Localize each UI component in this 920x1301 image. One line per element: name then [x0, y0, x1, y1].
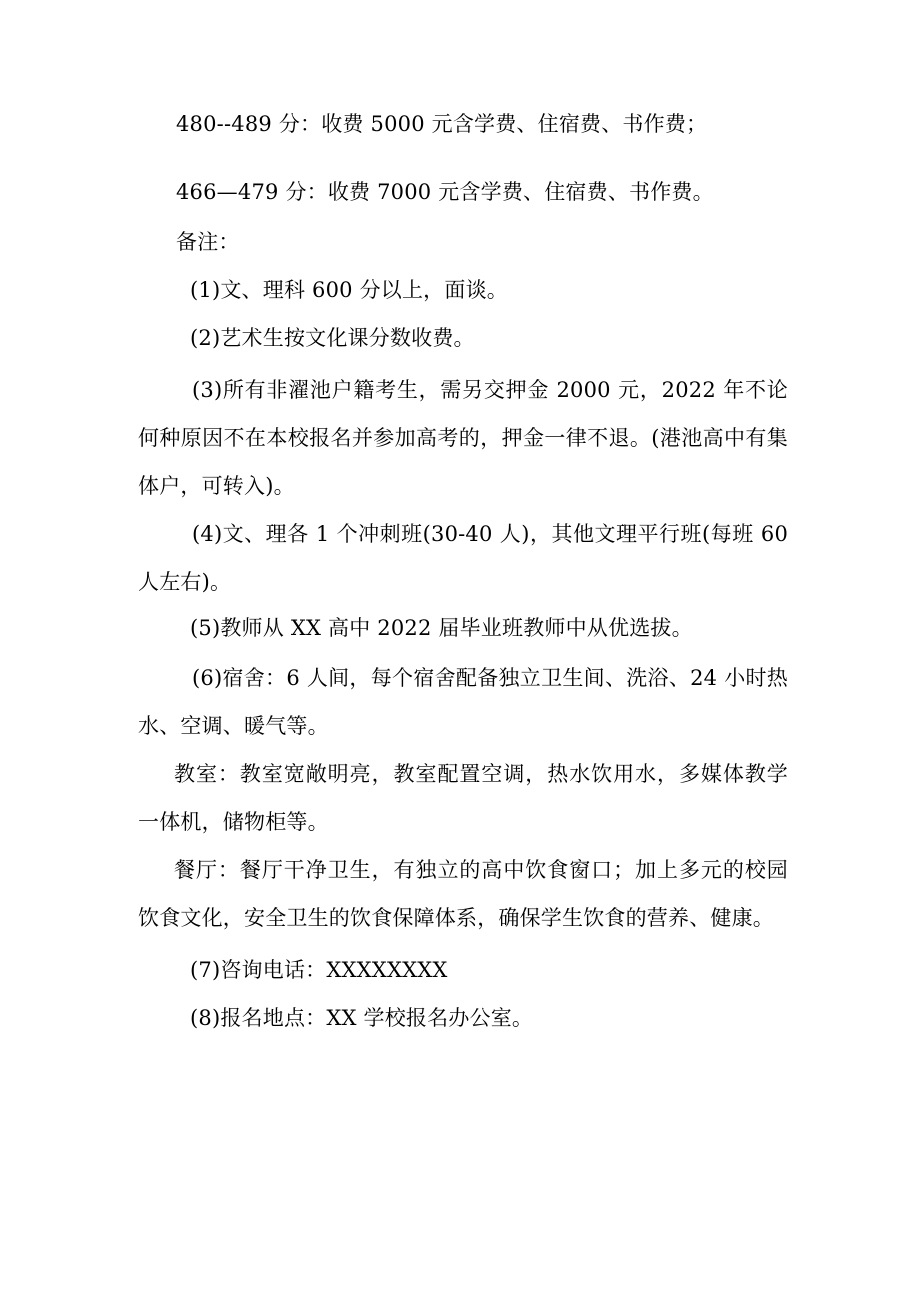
- note-item-1: (1)文、理科 600 分以上，面谈。: [190, 278, 508, 302]
- dining-paragraph: 餐厅：餐厅干净卫生，有独立的高中饮食窗口；加上多元的校园饮食文化，安全卫生的饮食保障体系，确保学生饮食的营养、健康。: [138, 858, 788, 930]
- registration-location: (8)报名地点：XX 学校报名办公室。: [190, 1006, 534, 1030]
- note-heading: 备注：: [176, 230, 240, 254]
- contact-phone: (7)咨询电话：XXXXXXXX: [190, 958, 448, 982]
- note-item-4: (4)文、理各 1 个冲刺班(30-40 人)，其他文理平行班(每班 60 人左右)。: [138, 522, 788, 594]
- note-item-2: (2)艺术生按文化课分数收费。: [190, 326, 475, 350]
- note-item-6: (6)宿舍：6 人间，每个宿舍配备独立卫生间、洗浴、24 小时热水、空调、暖气等。: [138, 666, 788, 738]
- classroom-paragraph: 教室：教室宽敞明亮，教室配置空调，热水饮用水，多媒体教学一体机，储物柜等。: [138, 762, 788, 834]
- fee-line-480-489: 480--489 分：收费 5000 元含学费、住宿费、书作费；: [176, 112, 708, 136]
- fee-line-466-479: 466—479 分：收费 7000 元含学费、住宿费、书作费。: [176, 180, 714, 204]
- note-item-5: (5)教师从 XX 高中 2022 届毕业班教师中从优选拔。: [190, 616, 693, 640]
- note-item-3: (3)所有非濯池户籍考生，需另交押金 2000 元，2022 年不论何种原因不在本校报名并参加高考的，押金一律不退。(港池高中有集体户，可转入)。: [138, 378, 788, 498]
